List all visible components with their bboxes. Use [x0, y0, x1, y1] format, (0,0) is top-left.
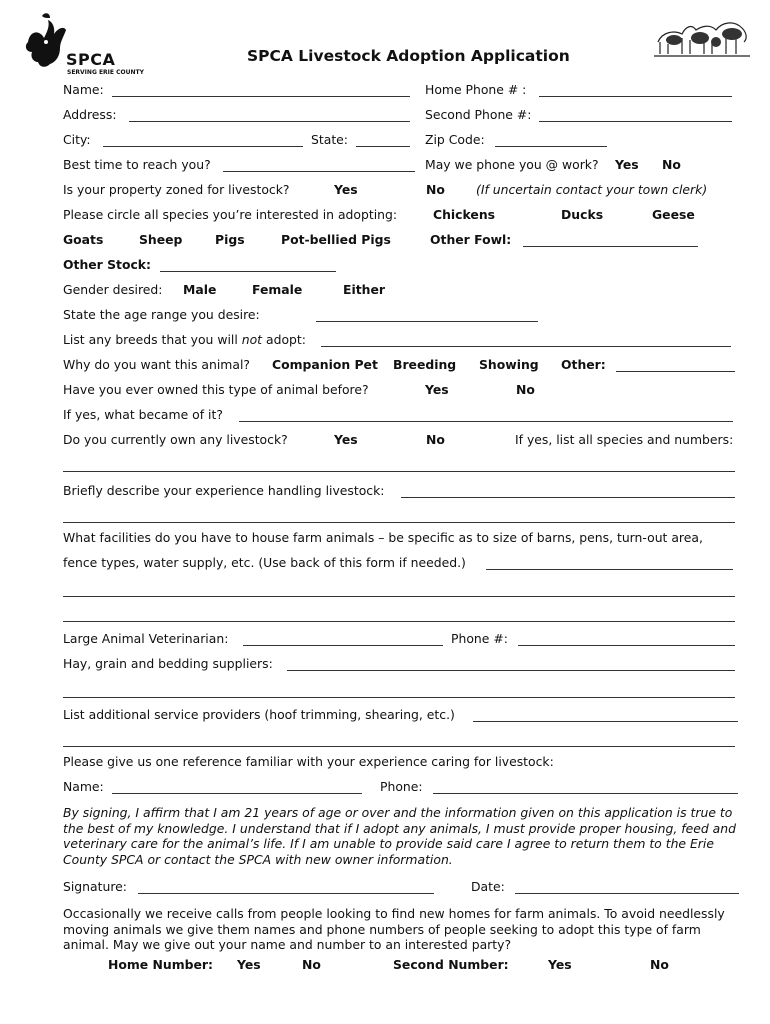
other-fowl-label: Other Fowl:	[430, 232, 512, 247]
home-number-label: Home Number:	[108, 957, 213, 972]
zoning-no[interactable]: No	[426, 182, 445, 197]
zoning-note: (If uncertain contact your town clerk)	[476, 182, 708, 197]
name-label: Name:	[63, 82, 104, 97]
zoning-yes[interactable]: Yes	[334, 182, 358, 197]
farm-animals-icon	[652, 12, 752, 60]
facilities-field-2[interactable]	[63, 596, 735, 597]
suppliers-field-2[interactable]	[63, 697, 735, 698]
owned-before-yes[interactable]: Yes	[425, 382, 449, 397]
reference-phone-field[interactable]	[433, 793, 738, 794]
zip-label: Zip Code:	[425, 132, 485, 147]
page-title: SPCA Livestock Adoption Application	[247, 47, 570, 65]
reference-prompt: Please give us one reference familiar with your experience caring for livestock:	[63, 754, 554, 769]
home-number-yes[interactable]: Yes	[237, 957, 261, 972]
reference-phone-label: Phone:	[380, 779, 423, 794]
species-ducks[interactable]: Ducks	[561, 207, 604, 222]
home-phone-field[interactable]	[539, 96, 732, 97]
why-breeding[interactable]: Breeding	[393, 357, 457, 372]
home-phone-label: Home Phone # :	[425, 82, 527, 97]
species-prompt: Please circle all species you’re interested in adopting:	[63, 207, 398, 222]
second-phone-label: Second Phone #:	[425, 107, 532, 122]
address-field[interactable]	[129, 121, 410, 122]
farm-animals-illustration	[652, 12, 752, 60]
species-geese[interactable]: Geese	[652, 207, 695, 222]
reference-name-label: Name:	[63, 779, 104, 794]
facilities-line1: What facilities do you have to house farm animals – be specific as to size of barns, pens, turn-out area,	[63, 530, 703, 545]
why-showing[interactable]: Showing	[479, 357, 539, 372]
org-tagline: SERVING ERIE COUNTY	[67, 69, 144, 76]
currently-own-yes[interactable]: Yes	[334, 432, 358, 447]
breeds-label	[63, 334, 306, 346]
species-goats[interactable]: Goats	[63, 232, 104, 247]
currently-own-question: Do you currently own any livestock?	[63, 432, 288, 447]
date-label: Date:	[471, 879, 505, 894]
currently-own-no[interactable]: No	[426, 432, 445, 447]
second-phone-field[interactable]	[539, 121, 732, 122]
signature-field[interactable]	[138, 893, 434, 894]
service-providers-label: List additional service providers (hoof trimming, shearing, etc.)	[63, 707, 455, 722]
second-number-no[interactable]: No	[650, 957, 669, 972]
second-number-label: Second Number:	[393, 957, 509, 972]
vet-field[interactable]	[243, 645, 443, 646]
other-stock-field[interactable]	[160, 271, 336, 272]
other-stock-label: Other Stock:	[63, 257, 152, 272]
zoning-question: Is your property zoned for livestock?	[63, 182, 290, 197]
city-field[interactable]	[103, 146, 303, 147]
experience-field[interactable]	[401, 497, 735, 498]
gender-male[interactable]: Male	[183, 282, 217, 297]
work-phone-label: May we phone you @ work?	[425, 157, 599, 172]
owned-before-question: Have you ever owned this type of animal before?	[63, 382, 369, 397]
currently-own-field[interactable]	[63, 471, 735, 472]
signature-label: Signature:	[63, 879, 127, 894]
best-time-field[interactable]	[223, 171, 415, 172]
why-other-field[interactable]	[616, 371, 735, 372]
best-time-label: Best time to reach you?	[63, 157, 211, 172]
service-providers-field[interactable]	[473, 721, 738, 722]
breeds-field[interactable]	[321, 346, 731, 347]
vet-phone-field[interactable]	[518, 645, 735, 646]
reference-name-field[interactable]	[112, 793, 362, 794]
facilities-line2: fence types, water supply, etc. (Use back of this form if needed.)	[63, 555, 466, 570]
date-field[interactable]	[515, 893, 739, 894]
other-fowl-field[interactable]	[523, 246, 698, 247]
what-became-field[interactable]	[239, 421, 733, 422]
currently-own-list-label: If yes, list all species and numbers:	[515, 432, 734, 447]
why-other-label: Other:	[561, 357, 606, 372]
species-chickens[interactable]: Chickens	[433, 207, 496, 222]
service-providers-field-2[interactable]	[63, 746, 735, 747]
address-label: Address:	[63, 107, 117, 122]
gender-either[interactable]: Either	[343, 282, 385, 297]
work-phone-yes[interactable]: Yes	[615, 157, 639, 172]
breeds-emph: not	[241, 332, 263, 347]
why-question: Why do you want this animal?	[63, 357, 250, 372]
name-field[interactable]	[112, 96, 410, 97]
city-label: City:	[63, 132, 91, 147]
experience-field-2[interactable]	[63, 522, 735, 523]
facilities-field[interactable]	[486, 569, 733, 570]
age-range-label: State the age range you desire:	[63, 307, 260, 322]
experience-label: Briefly describe your experience handling livestock:	[63, 483, 385, 498]
species-pigs[interactable]: Pigs	[215, 232, 245, 247]
suppliers-field[interactable]	[287, 670, 735, 671]
gender-female[interactable]: Female	[252, 282, 303, 297]
species-sheep[interactable]: Sheep	[139, 232, 183, 247]
breeds-prefix: List any breeds that you will	[63, 332, 238, 347]
spca-logo	[20, 12, 160, 78]
species-pot-bellied-pigs[interactable]: Pot-bellied Pigs	[281, 232, 391, 247]
second-number-yes[interactable]: Yes	[548, 957, 572, 972]
zip-field[interactable]	[495, 146, 607, 147]
what-became-label: If yes, what became of it?	[63, 407, 223, 422]
breeds-suffix: adopt:	[265, 332, 306, 347]
gender-label: Gender desired:	[63, 282, 163, 297]
affirmation-text: By signing, I affirm that I am 21 years of age or over and the information given on this application is true to the best of my knowledge. I understand that if I adopt any animals, I must provide proper housing, feed and veterinary care for the animal’s life. If I am unable to provide said care I agree to return them to the Erie County SPCA or contact the SPCA with new owner information.	[63, 805, 736, 867]
sharing-text: Occasionally we receive calls from people looking to find new homes for farm animals. To avoid needlessly moving animals we give them names and phone numbers of people seeking to adopt this type of farm animal. May we give out your name and number to an interested party?	[63, 906, 725, 952]
work-phone-no[interactable]: No	[662, 157, 681, 172]
age-range-field[interactable]	[316, 321, 538, 322]
suppliers-label: Hay, grain and bedding suppliers:	[63, 656, 273, 671]
vet-phone-label: Phone #:	[451, 631, 508, 646]
state-label: State:	[311, 132, 348, 147]
facilities-field-3[interactable]	[63, 621, 735, 622]
vet-label: Large Animal Veterinarian:	[63, 631, 229, 646]
org-name: SPCA	[66, 50, 116, 69]
why-companion[interactable]: Companion Pet	[272, 357, 378, 372]
state-field[interactable]	[356, 146, 410, 147]
home-number-no[interactable]: No	[302, 957, 321, 972]
owned-before-no[interactable]: No	[516, 382, 535, 397]
